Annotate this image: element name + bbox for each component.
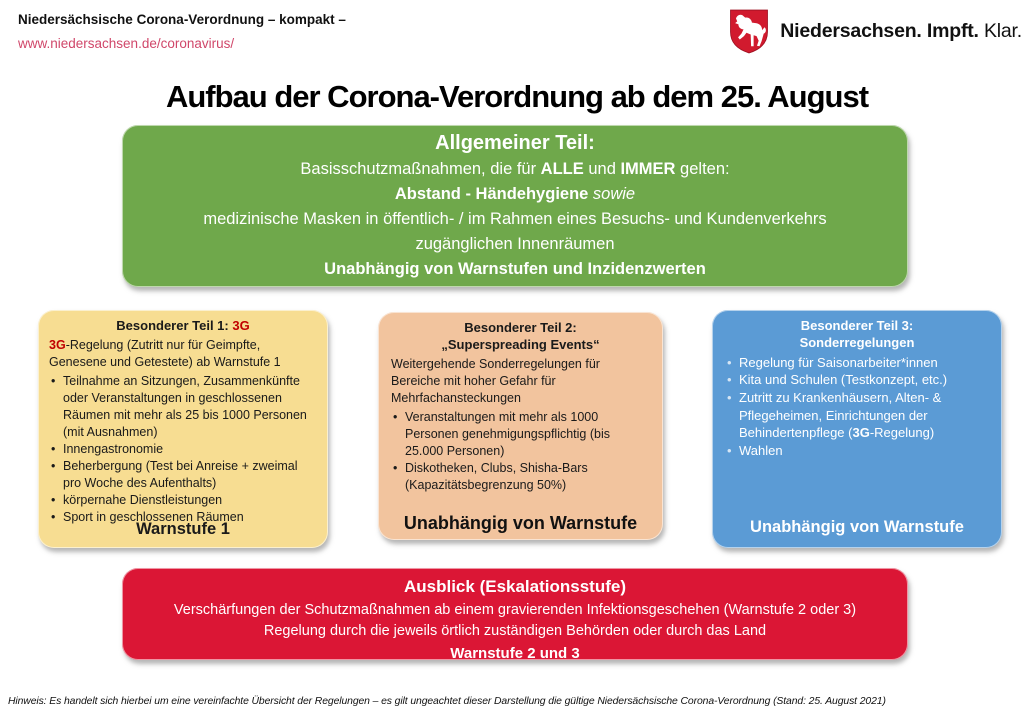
logo-wordmark	[780, 20, 1022, 43]
ausblick-warnstufe-label: Warnstufe 2 und 3	[450, 645, 580, 663]
teil2-title-line2: „Superspreading Events“	[441, 336, 600, 352]
allgemeiner-teil-line-3: medizinische Masken in öffentlich- / im Rahmen eines Besuchs- und Kundenverkehrs	[203, 210, 827, 229]
teil1-intro: 3G-Regelung (Zutritt nur für Geimpfte, Genesene und Getestete) ab Warnstufe 1	[49, 337, 281, 369]
bullet-item: • Kita und Schulen (Testkonzept, etc.)	[725, 371, 989, 389]
bullet-item: • Innengastronomie	[49, 441, 317, 458]
teil2-warnstufe-label: Unabhängig von Warnstufe	[403, 513, 638, 533]
bullet-item: • Zutritt zu Krankenhäusern, Alten- & Pflegeheimen, Einrichtungen der Behindertenpflege (3G-Regelung)	[725, 389, 989, 442]
bullet-item: • Veranstaltungen mit mehr als 1000 Personen genehmigungspflichtig (bis 25.000 Personen)	[391, 409, 650, 460]
allgemeiner-teil-heading: Allgemeiner Teil:	[435, 132, 595, 154]
teil3-title-line1: Besonderer Teil 3:	[800, 318, 914, 333]
teil2-title-line1: Besonderer Teil 2:	[464, 320, 577, 335]
box-ausblick	[122, 568, 908, 663]
allgemeiner-teil-line-4: zugänglichen Innenräumen	[415, 235, 615, 254]
teil3-bullet-3g: 3G	[852, 425, 870, 441]
logo-word-1: Niedersachsen.	[780, 20, 922, 42]
bullet-item: • Regelung für Saisonarbeiter*innen	[725, 354, 989, 372]
bullet-item: • Wahlen	[725, 442, 989, 460]
teil1-title-3g: 3G	[232, 318, 250, 333]
box-besonderer-teil-2	[378, 312, 663, 540]
logo-word-2: Impft.	[921, 20, 979, 42]
allgemeiner-teil-line-2: Abstand - Händehygiene sowie	[394, 185, 636, 204]
website-link[interactable]: www.niedersachsen.de/coronavirus/	[18, 35, 235, 51]
teil3-warnstufe-label: Unabhängig von Warnstufe	[750, 518, 964, 536]
box-allgemeiner-teil	[122, 125, 908, 287]
bullet-item: • Beherbergung (Test bei Anreise + zweimal pro Woche des Aufenthalts)	[49, 458, 317, 492]
ausblick-line-1: Verschärfungen der Schutzmaßnahmen ab einem gravierenden Infektionsgeschehen (Warnstufe 2 oder 3)	[173, 601, 857, 618]
bullet-item: • körpernahe Dienstleistungen	[49, 492, 317, 509]
document-title: Niedersächsische Corona-Verordnung – kompakt –	[18, 12, 346, 27]
teil2-intro: Weitergehende Sonderregelungen für Bereiche mit hoher Gefahr für Mehrfachansteckungen	[391, 356, 600, 405]
logo-word-3: Klar.	[978, 20, 1022, 42]
teil1-warnstufe-label: Warnstufe 1	[136, 520, 230, 538]
bullet-item: • Teilnahme an Sitzungen, Zusammenkünfte oder Veranstaltungen in geschlossenen Räumen mit mehr als 25 bis 1000 Personen (mit Ausnahmen)	[49, 373, 317, 441]
teil3-bullet-list	[725, 354, 989, 460]
ausblick-heading: Ausblick (Eskalationsstufe)	[403, 577, 626, 596]
document-header	[18, 10, 346, 55]
bullet-item: • Sport in geschlossenen Räumen	[49, 509, 317, 526]
box-besonderer-teil-3	[712, 310, 1002, 548]
niedersachsen-logo	[728, 8, 1022, 55]
niedersachsen-coat-of-arms-icon	[728, 8, 770, 55]
allgemeiner-teil-emphasis: Unabhängig von Warnstufen und Inzidenzwerten	[324, 260, 706, 279]
ausblick-line-2: Regelung durch die jeweils örtlich zuständigen Behörden oder durch das Land	[263, 623, 767, 640]
teil1-intro-3g: 3G	[49, 337, 66, 352]
teil1-title: Besonderer Teil 1: 3G	[116, 318, 250, 333]
teil1-bullet-list	[49, 373, 317, 526]
footnote: Hinweis: Es handelt sich hierbei um eine vereinfachte Übersicht der Regelungen – es gilt ungeachtet dieser Darstellung die gültige Niedersächsische Corona-Verordnung (Stand: 25. August 2021)	[8, 696, 886, 707]
page-title: Aufbau der Corona-Verordnung ab dem 25. August	[165, 78, 869, 114]
box-besonderer-teil-1	[38, 310, 328, 548]
teil2-bullet-list	[391, 409, 650, 494]
teil3-title-line2: Sonderregelungen	[799, 334, 915, 350]
allgemeiner-teil-line-1: Basisschutzmaßnahmen, die für ALLE und IMMER gelten:	[300, 160, 730, 178]
bullet-item: • Diskotheken, Clubs, Shisha-Bars (Kapazitätsbegrenzung 50%)	[391, 460, 650, 494]
